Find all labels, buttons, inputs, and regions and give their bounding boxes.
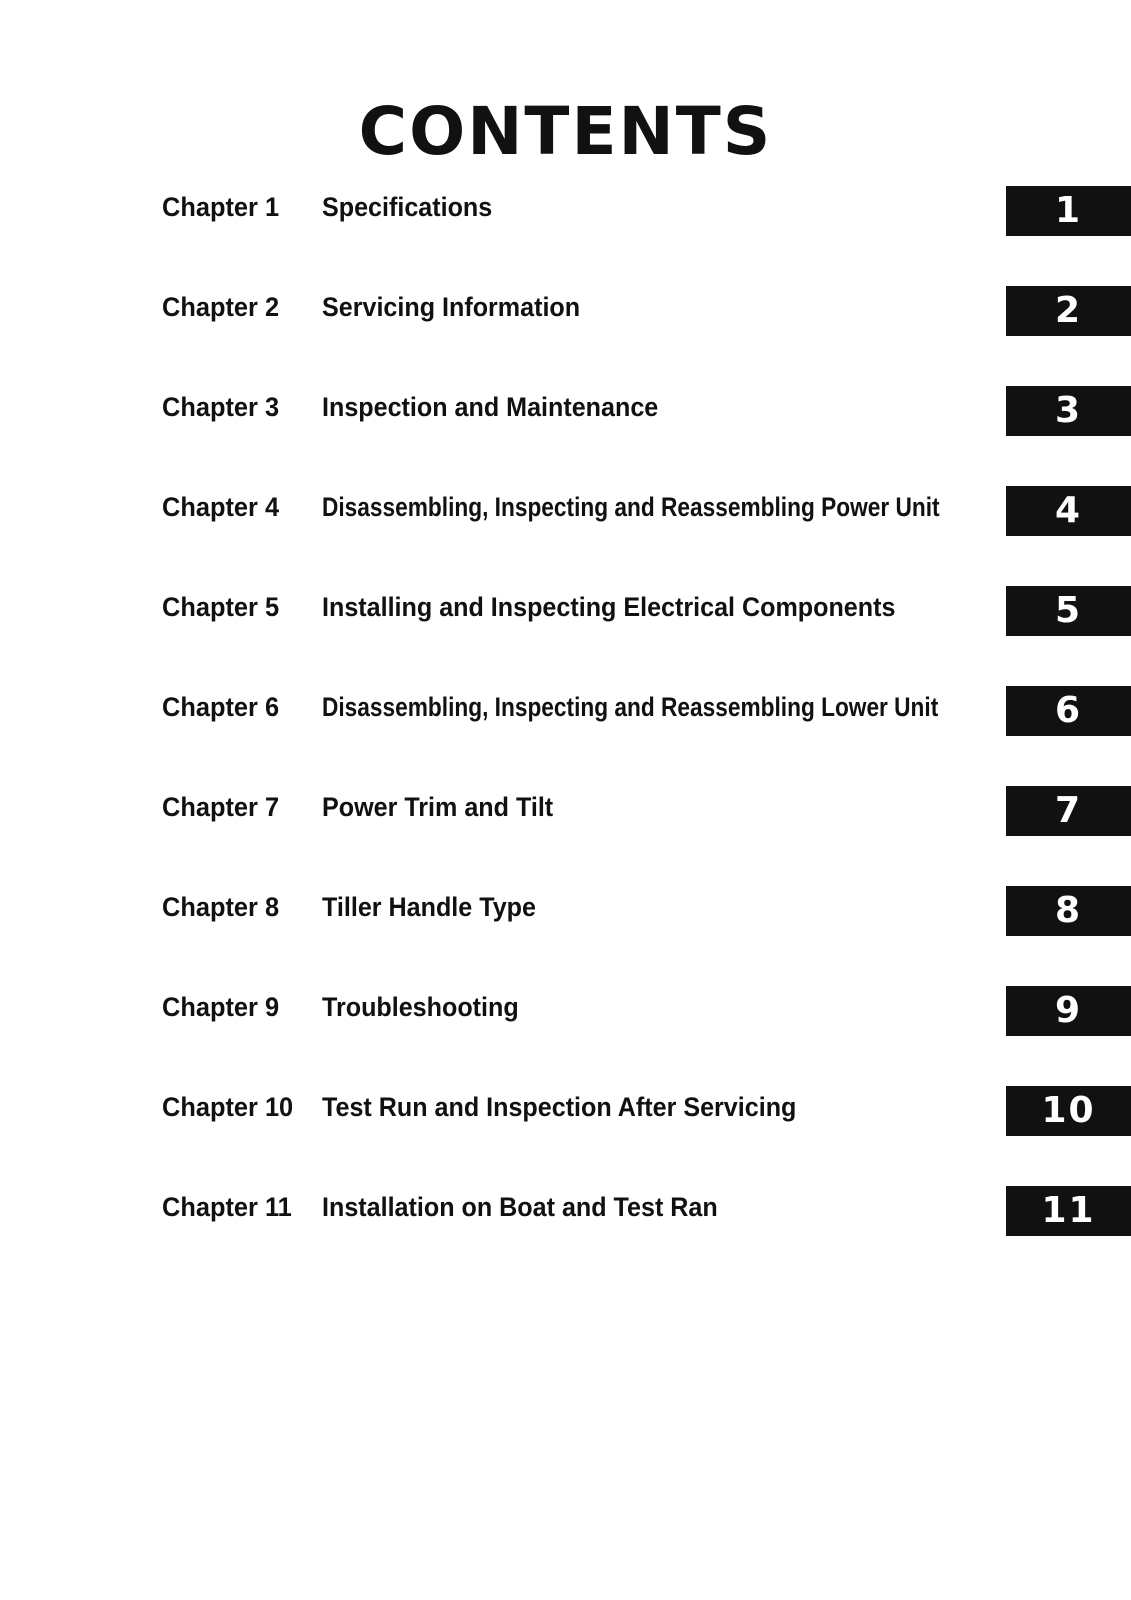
toc-entry-chapter-9[interactable] [0, 986, 1131, 1042]
toc-entry-chapter-10[interactable] [0, 1086, 1131, 1142]
chapter-title[interactable]: Test Run and Inspection After Servicing [322, 1092, 797, 1122]
chapter-tab[interactable]: 11 [1006, 1186, 1131, 1236]
toc-entry-chapter-6[interactable] [0, 686, 1131, 742]
chapter-title[interactable]: Power Trim and Tilt [322, 792, 554, 822]
chapter-label: Chapter 2 [162, 292, 280, 322]
chapter-label: Chapter 11 [162, 1192, 292, 1222]
chapter-tab[interactable]: 4 [1006, 486, 1131, 536]
chapter-label: Chapter 1 [162, 192, 280, 222]
chapter-title[interactable]: Disassembling, Inspecting and Reassembling Power Unit [322, 492, 940, 522]
chapter-label: Chapter 10 [162, 1092, 294, 1122]
toc-entry-chapter-2[interactable] [0, 286, 1131, 342]
toc-entry-chapter-7[interactable] [0, 786, 1131, 842]
chapter-tab[interactable]: 10 [1006, 1086, 1131, 1136]
chapter-title[interactable]: Installing and Inspecting Electrical Components [322, 592, 896, 622]
chapter-tab[interactable]: 3 [1006, 386, 1131, 436]
chapter-title[interactable]: Specifications [322, 192, 493, 222]
chapter-title[interactable]: Servicing Information [322, 292, 581, 322]
chapter-label: Chapter 7 [162, 792, 280, 822]
chapter-label: Chapter 5 [162, 592, 280, 622]
chapter-title[interactable]: Disassembling, Inspecting and Reassembling Lower Unit [322, 692, 939, 722]
chapter-tab[interactable]: 1 [1006, 186, 1131, 236]
chapter-label: Chapter 3 [162, 392, 280, 422]
page-title: CONTENTS [358, 93, 773, 170]
chapter-title[interactable]: Troubleshooting [322, 992, 519, 1022]
chapter-tab[interactable]: 8 [1006, 886, 1131, 936]
chapter-title[interactable]: Installation on Boat and Test Ran [322, 1192, 718, 1222]
toc-entry-chapter-11[interactable] [0, 1186, 1131, 1242]
chapter-tab[interactable]: 6 [1006, 686, 1131, 736]
chapter-title[interactable]: Inspection and Maintenance [322, 392, 659, 422]
chapter-title[interactable]: Tiller Handle Type [322, 892, 536, 922]
chapter-tab[interactable]: 5 [1006, 586, 1131, 636]
chapter-tab[interactable]: 7 [1006, 786, 1131, 836]
toc-entry-chapter-5[interactable] [0, 586, 1131, 642]
chapter-label: Chapter 6 [162, 692, 280, 722]
chapter-label: Chapter 4 [162, 492, 280, 522]
chapter-label: Chapter 9 [162, 992, 280, 1022]
chapter-label: Chapter 8 [162, 892, 280, 922]
toc-entry-chapter-1[interactable] [0, 186, 1131, 242]
toc-entry-chapter-8[interactable] [0, 886, 1131, 942]
toc-entry-chapter-4[interactable] [0, 486, 1131, 542]
chapter-tab[interactable]: 9 [1006, 986, 1131, 1036]
chapter-tab[interactable]: 2 [1006, 286, 1131, 336]
toc-entry-chapter-3[interactable] [0, 386, 1131, 442]
